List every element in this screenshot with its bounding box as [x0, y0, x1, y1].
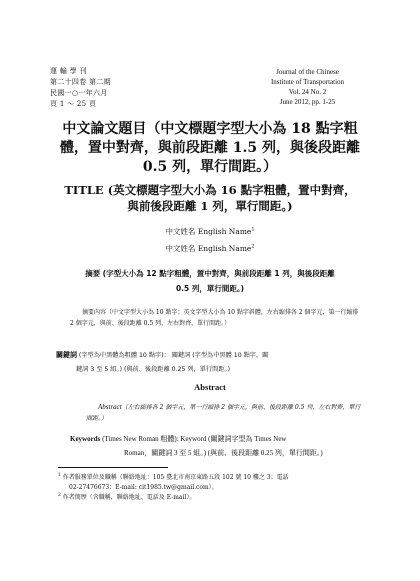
journal-header-en	[240, 67, 375, 107]
footnote-1	[58, 471, 368, 493]
author-2	[0, 243, 420, 254]
footnote-1-marker: 1	[58, 473, 61, 478]
title-en-line2: 與前後段距離 1 列，單行間距。)	[127, 199, 293, 213]
footnote-marker: 2	[251, 243, 255, 250]
keywords-zh-line2: 鍵詞 3 至 5 組。) (與前、後段距離 0.25 列，單行間距。)	[76, 366, 231, 373]
journal-name-zh: 運 輸 學 刊	[50, 67, 87, 75]
footnote-1-line2: 02-27476673；E-mail: cit1985.tw@gmail.com）。	[69, 484, 218, 491]
summary-heading	[55, 266, 365, 296]
author-name: 中文姓名 English Name	[165, 227, 252, 236]
abstract-en-word: Abstract	[98, 403, 122, 411]
journal-name-en-line2: Institute of Transportation	[270, 78, 345, 86]
paper-title-zh	[55, 120, 365, 177]
journal-header-zh	[50, 66, 140, 110]
author-name: 中文姓名 English Name	[165, 244, 252, 253]
footnote-2	[58, 491, 368, 503]
keywords-en	[70, 432, 370, 460]
pages-zh: 頁 1 ～ 25 頁	[50, 100, 97, 108]
footnote-marker: 1	[251, 226, 255, 233]
title-zh-line1: 中文論文題目（中文標題字型大小為 18 點字粗	[62, 121, 358, 137]
date-zh: 民國一○一年六月	[50, 89, 108, 97]
footnote-divider	[58, 467, 168, 468]
author-1	[0, 226, 420, 237]
keywords-en-line2: Roman，關鍵詞 3 至 5 組。) (與前、後段距離 0.25 列，單行間距。)	[124, 449, 323, 457]
keywords-zh	[56, 348, 366, 377]
abstract-zh-body: 摘要內容（中文字型大小為 10 點字；英文字型大小為 10 點字斜體，左右縮排各 2 個字元，第一行縮排 2 個字元，與前、後段距離 0.5 列，左右對齊，單行間距。）	[70, 309, 359, 327]
abstract-en-body	[86, 402, 366, 424]
volume-zh: 第二十四卷 第二期	[50, 78, 111, 86]
abstract-en-text: （左右縮排各 2 個字元，第一行縮排 2 個字元，與前、後段距離 0.5 列，左右對齊，單行間距。）	[86, 404, 361, 422]
journal-name-en-line1: Journal of the Chinese	[276, 68, 339, 76]
footnote-1-line1: 作者服務單位及職稱（聯絡地址：105 臺北市南京東路五段 102 號 10 樓之 3；電話	[62, 474, 289, 481]
footnote-2-marker: 2	[58, 493, 61, 498]
volume-en: Vol. 24 No. 2	[288, 88, 327, 96]
summary-line2	[55, 281, 365, 296]
keywords-en-label: Keywords	[70, 435, 101, 443]
keywords-en-line1: (Times New Roman 粗體): Keyword (關鍵詞字型為 Times New	[102, 435, 287, 443]
title-zh-line3: 0.5 列，單行間距。）	[142, 159, 278, 175]
title-en-line1: TITLE (英文標題字型大小為 16 點字粗體，置中對齊，	[64, 183, 356, 197]
title-zh-line2: 體，置中對齊，與前段距離 1.5 列，與後段距離	[59, 140, 361, 156]
paper-title-en	[50, 182, 370, 214]
summary-note-2: 0.5 列，單行間距。)	[175, 284, 245, 293]
date-pages-en: June 2012, pp. 1-25	[279, 98, 336, 106]
summary-label: 摘要	[85, 269, 101, 278]
footnote-2-line1: 作者簡歷（含職稱，聯絡地址、電話及 E-mail）。	[62, 494, 196, 501]
keywords-zh-note: (字型為中黑體為粗體 10 點字)：	[78, 352, 170, 359]
summary-line1	[55, 266, 365, 281]
abstract-en-heading: Abstract	[194, 382, 226, 392]
keywords-zh-label: 關鍵詞	[56, 351, 77, 359]
keywords-zh-line1: 關鍵詞 (字型為中黑體 10 點字，關	[171, 352, 269, 359]
summary-note: (字型大小為 12 點字粗體，置中對齊，與前段距離 1 列，與後段距離	[102, 269, 335, 278]
